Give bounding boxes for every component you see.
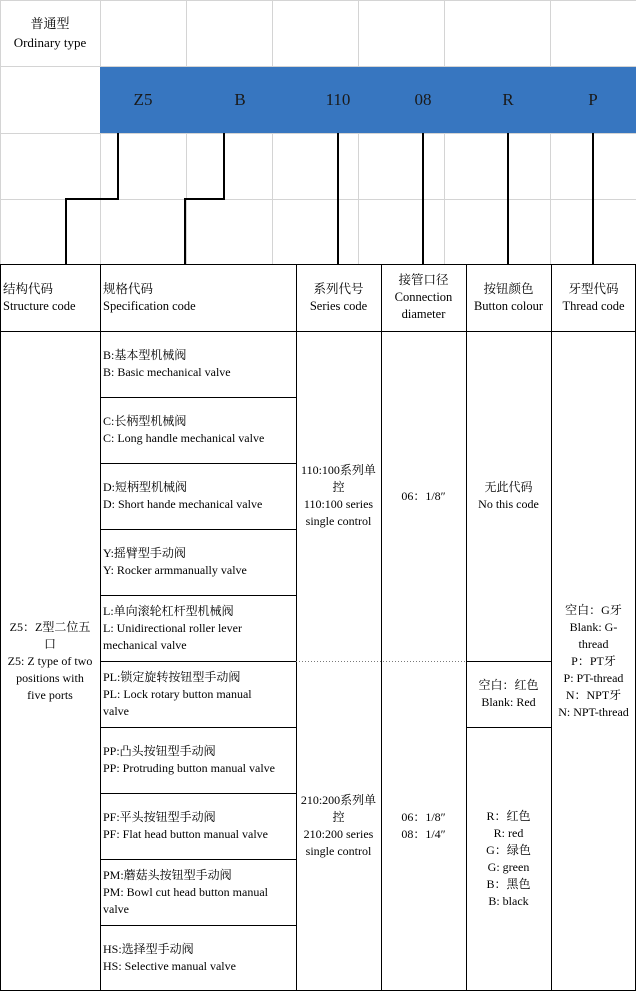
code-structure: Z5 (133, 90, 153, 109)
spec-row-l (100, 595, 296, 661)
spec-zh: PF:平头按钮型手动阀 (103, 810, 216, 824)
series-210 (296, 661, 381, 991)
series-110 (296, 331, 381, 661)
connection-value: 06：1/8″ (401, 810, 446, 824)
thread-option: N: NPT-thread (558, 704, 629, 719)
spec-en: mechanical valve (103, 637, 187, 652)
spec-row-pm (100, 859, 296, 925)
structure-cell (0, 331, 100, 991)
connection-110 (381, 331, 466, 661)
header-button (466, 264, 551, 331)
button-option: R: red (493, 826, 524, 840)
header-series-en: Series code (309, 298, 368, 313)
thread-options (551, 331, 636, 991)
code-connection: 08 (414, 90, 432, 109)
page-title (0, 0, 100, 66)
header-thread (551, 264, 636, 331)
structure-en2: positions with (16, 670, 84, 685)
button-en: No this code (478, 497, 539, 511)
button-option: R：红色 (486, 809, 531, 823)
header-thread-zh: 牙型代码 (568, 281, 619, 296)
button-zh: 空白：红色 (478, 678, 539, 692)
title-zh: 普通型 (30, 16, 70, 31)
thread-option: 空白：G牙 (565, 602, 622, 617)
header-button-zh: 按钮颜色 (483, 281, 534, 296)
spec-row-d (100, 463, 296, 529)
spec-en: B: Basic mechanical valve (103, 365, 231, 379)
button-option: G: green (487, 860, 530, 874)
button-no-code (466, 331, 551, 661)
header-connection-en1: Connection (394, 290, 453, 304)
spec-zh: PM:蘑菇头按钮型手动阀 (103, 867, 232, 882)
header-connection-zh: 接管口径 (398, 273, 449, 287)
spec-row-c (100, 397, 296, 463)
thread-option: thread (578, 636, 609, 651)
header-series (296, 264, 381, 331)
thread-option: P: PT-thread (563, 670, 624, 685)
structure-en1: Z5: Z type of two (7, 653, 93, 668)
series-zh1: 210:200系列单 (300, 793, 377, 807)
header-specification-zh: 规格代码 (103, 281, 154, 296)
spec-row-pp (100, 727, 296, 793)
spec-en: valve (103, 901, 129, 916)
spec-zh: C:长柄型机械阀 (103, 414, 187, 428)
spec-zh: B:基本型机械阀 (103, 348, 187, 362)
thread-option: N：NPT牙 (565, 687, 622, 702)
connection-210 (381, 661, 466, 991)
spec-row-hs (100, 925, 296, 991)
header-button-en: Button colour (473, 298, 544, 313)
thread-option: P：PT牙 (571, 653, 616, 668)
header-specification-en: Specification code (103, 298, 196, 313)
connection-value: 06：1/8″ (401, 488, 446, 503)
series-en1: 210:200 series (303, 827, 374, 841)
title-en: Ordinary type (13, 35, 87, 50)
spec-en: Y: Rocker armmanually valve (103, 563, 247, 577)
series-zh2: 控 (332, 480, 345, 494)
structure-zh2: 口 (43, 636, 56, 651)
code-bar (100, 67, 636, 133)
spec-en: valve (103, 703, 129, 718)
series-zh2: 控 (332, 810, 345, 824)
header-thread-en: Thread code (562, 298, 625, 313)
code-series: 110 (325, 90, 351, 109)
header-structure-zh: 结构代码 (3, 281, 54, 296)
spec-row-pl (100, 661, 296, 727)
header-structure (0, 264, 100, 331)
spec-en: HS: Selective manual valve (103, 959, 236, 973)
button-blank-red (466, 661, 551, 727)
connection-value: 08：1/4″ (401, 827, 446, 841)
series-en2: single control (305, 844, 372, 858)
spec-row-y (100, 529, 296, 595)
button-option: B：黑色 (486, 877, 531, 891)
structure-en3: five ports (27, 687, 73, 702)
spec-zh: Y:摇臂型手动阀 (103, 546, 186, 560)
thread-option: Blank: G- (569, 619, 618, 634)
spec-zh: PL:锁定旋转按钮型手动阀 (103, 669, 241, 684)
spec-zh: HS:选择型手动阀 (103, 942, 194, 956)
spec-en: PL: Lock rotary button manual (103, 686, 252, 701)
header-connection (381, 264, 466, 331)
code-specification: B (234, 90, 246, 109)
spec-row-pf (100, 793, 296, 859)
spec-zh: PP:凸头按钮型手动阀 (103, 744, 216, 758)
structure-zh1: Z5：Z型二位五 (9, 619, 91, 634)
spec-en: C: Long handle mechanical valve (103, 431, 265, 445)
spec-zh: D:短柄型机械阀 (103, 480, 188, 494)
spec-en: PP: Protruding button manual valve (103, 761, 275, 775)
spec-zh: L:单向滚轮杠杆型机械阀 (103, 603, 234, 618)
spec-row-b (100, 331, 296, 397)
code-button: R (502, 90, 514, 109)
series-en1: 110:100 series (303, 497, 374, 511)
series-en2: single control (305, 514, 372, 528)
button-option: B: black (488, 894, 529, 908)
button-colour-options (466, 727, 551, 991)
series-zh1: 110:100系列单 (301, 463, 376, 477)
spec-en: L: Unidirectional roller lever (103, 620, 242, 635)
button-en: Blank: Red (481, 695, 536, 709)
button-option: G：绿色 (486, 843, 531, 857)
spec-en: D: Short hande mechanical valve (103, 497, 263, 511)
header-series-zh: 系列代号 (313, 281, 364, 296)
code-thread: P (588, 90, 598, 109)
spec-en: PM: Bowl cut head button manual (103, 884, 268, 899)
button-zh: 无此代码 (484, 480, 533, 494)
spec-en: PF: Flat head button manual valve (103, 827, 268, 841)
header-connection-en2: diameter (401, 307, 446, 321)
header-structure-en: Structure code (3, 298, 76, 313)
header-specification (100, 264, 296, 331)
